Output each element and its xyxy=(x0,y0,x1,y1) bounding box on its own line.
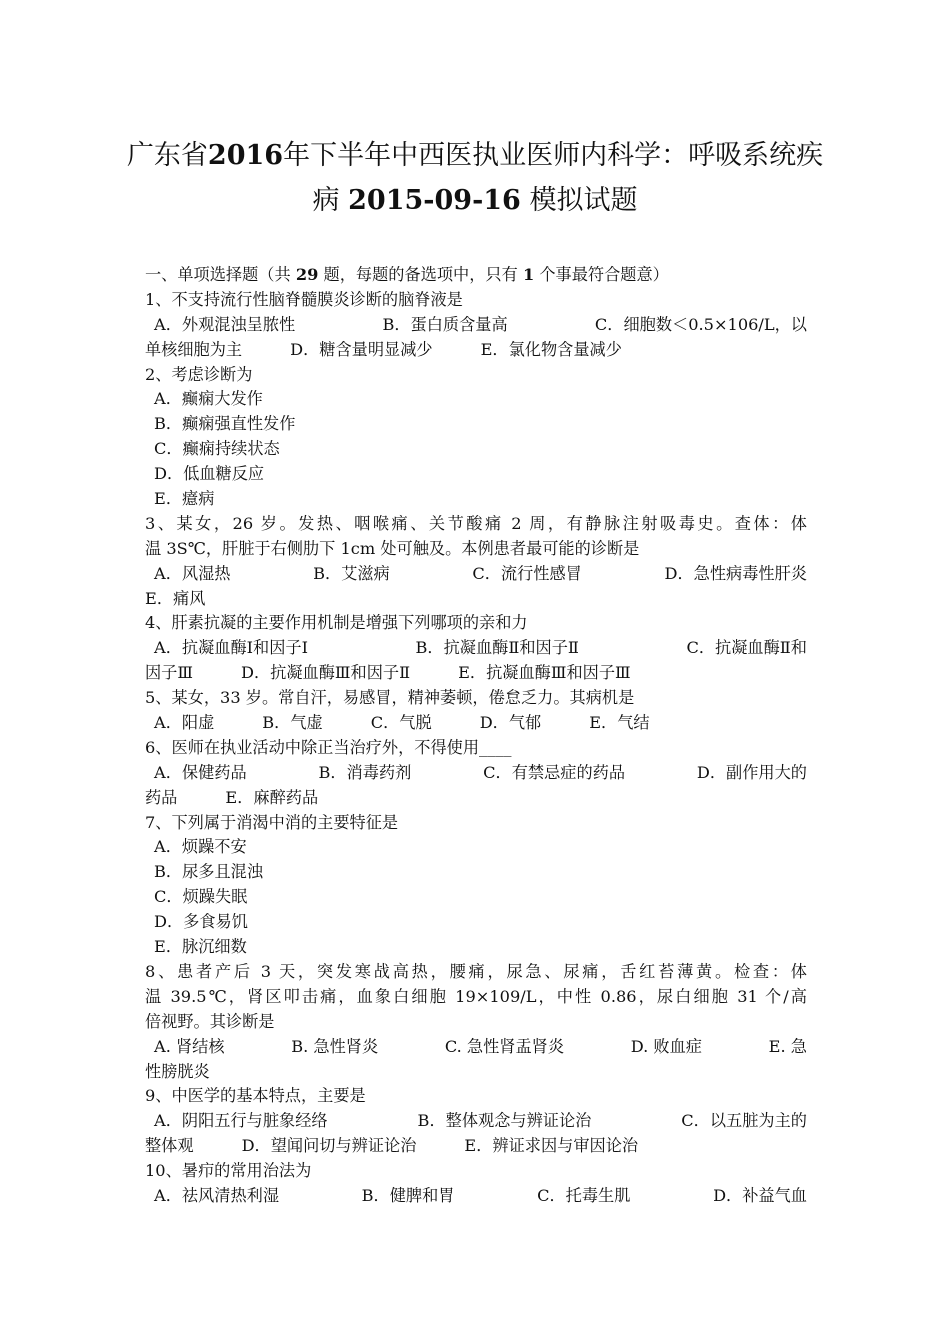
question-10-options xyxy=(145,1184,807,1209)
document-title-line-2 xyxy=(100,186,850,216)
question-8-options xyxy=(145,1035,807,1060)
option-d: D．糖含量明显减少 xyxy=(290,339,433,359)
option-a: A．祛风清热利湿 xyxy=(154,1185,280,1205)
option-b: B．尿多且混浊 xyxy=(154,862,264,882)
option-e: E．抗凝血酶Ⅲ和因子Ⅲ xyxy=(458,663,631,683)
option-e: E．痛风 xyxy=(145,588,206,608)
option-d: D. 败血症 xyxy=(630,1036,702,1056)
option-d: D．副作用大的 xyxy=(696,762,807,782)
question-4-options xyxy=(145,636,807,661)
option-d: D．急性病毒性肝炎 xyxy=(664,563,807,583)
question-8-stem-cont-2: 倍视野。其诊断是 xyxy=(145,1011,275,1031)
question-5-stem: 5、某女，33 岁。常自汗，易感冒，精神萎顿，倦怠乏力。其病机是 xyxy=(145,688,635,708)
question-1-options xyxy=(145,313,807,338)
option-c: C．气脱 xyxy=(370,713,432,733)
question-10-stem: 10、暑疖的常用治法为 xyxy=(145,1161,312,1181)
option-d: D．气郁 xyxy=(479,713,542,733)
question-6-stem: 6、医师在执业活动中除正当治疗外，不得使用____ xyxy=(145,737,512,757)
option-c: C．托毒生肌 xyxy=(537,1185,631,1205)
option-d-cont: 药品 xyxy=(145,787,178,807)
question-9-options-cont xyxy=(145,1134,807,1159)
option-c: C．癫痫持续状态 xyxy=(154,439,280,459)
option-a: A．抗凝血酶Ⅰ和因子Ⅰ xyxy=(154,638,308,658)
question-7-stem: 7、下列属于消渴中消的主要特征是 xyxy=(145,812,399,832)
option-e: E．辨证求因与审因论治 xyxy=(464,1136,639,1156)
option-a: A．烦躁不安 xyxy=(154,837,247,857)
option-a: A．阳虚 xyxy=(154,713,215,733)
title-date: 2015-09-16 xyxy=(348,185,521,216)
question-1-options-cont xyxy=(145,338,807,363)
option-b: B. 急性肾炎 xyxy=(291,1036,379,1056)
option-c: C．有禁忌症的药品 xyxy=(483,762,626,782)
document-title-line-1 xyxy=(100,141,850,171)
question-1-stem: 1、不支持流行性脑脊髓膜炎诊断的脑脊液是 xyxy=(145,289,463,309)
option-c: C．流行性感冒 xyxy=(472,563,582,583)
option-c-cont: 整体观 xyxy=(145,1136,194,1156)
question-4-stem: 4、肝素抗凝的主要作用机制是增强下列哪项的亲和力 xyxy=(145,613,528,633)
question-9-options xyxy=(145,1109,807,1134)
section-heading: 一、单项选择题（共 29 题，每题的备选项中，只有 1 个事最符合题意） xyxy=(145,265,669,284)
option-e: E. 急 xyxy=(768,1036,807,1056)
question-3-stem: 3、某女，26 岁。发热、咽喉痛、关节酸痛 2 周，有静脉注射吸毒史。查体：体 xyxy=(145,513,807,533)
option-b: B．艾滋病 xyxy=(313,563,390,583)
option-e-cont: 性膀胱炎 xyxy=(145,1061,210,1081)
question-9-stem: 9、中医学的基本特点，主要是 xyxy=(145,1086,366,1106)
option-d: D．低血糖反应 xyxy=(154,464,265,484)
title-text: 病 xyxy=(312,185,340,216)
question-6-options-cont xyxy=(145,786,807,811)
option-c-cont: 因子Ⅲ xyxy=(145,663,193,683)
option-c: C．细胞数＜0.5×106/L，以 xyxy=(594,314,807,334)
question-3-stem-cont: 温 3S℃，肝脏于右侧肋下 1cm 处可触及。本例患者最可能的诊断是 xyxy=(145,538,640,558)
option-b: B．抗凝血酶Ⅱ和因子Ⅱ xyxy=(415,638,579,658)
option-b: B．健脾和胃 xyxy=(361,1185,455,1205)
title-text: 广东省 xyxy=(126,140,208,171)
option-b: B．整体观念与辨证论治 xyxy=(417,1111,592,1131)
option-a: A．外观混浊呈脓性 xyxy=(154,314,296,334)
option-e: E．氯化物含量减少 xyxy=(480,339,622,359)
title-text: 年下半年中西医执业医师内科学：呼吸系统疾 xyxy=(283,140,824,171)
option-d: D．抗凝血酶Ⅲ和因子Ⅱ xyxy=(241,663,411,683)
option-b: B．气虚 xyxy=(262,713,323,733)
option-a: A. 肾结核 xyxy=(154,1036,225,1056)
option-e: E．癔病 xyxy=(154,489,215,509)
question-8-stem: 8、患者产后 3 天，突发寒战高热，腰痛，尿急、尿痛，舌红苔薄黄。检查：体 xyxy=(145,961,807,981)
option-d: D．补益气血 xyxy=(713,1185,807,1205)
option-a: A．阴阳五行与脏象经络 xyxy=(154,1111,328,1131)
option-b: B．消毒药剂 xyxy=(318,762,412,782)
option-a: A．癫痫大发作 xyxy=(154,389,263,409)
option-a: A．风湿热 xyxy=(154,563,231,583)
option-c: C．以五脏为主的 xyxy=(681,1111,807,1131)
option-c: C．抗凝血酶Ⅱ和 xyxy=(686,638,807,658)
question-list xyxy=(145,263,807,1209)
option-e: E．气结 xyxy=(589,713,650,733)
question-2-stem: 2、考虑诊断为 xyxy=(145,364,253,384)
title-year: 2016 xyxy=(207,140,284,171)
option-c: C．烦躁失眠 xyxy=(154,887,248,907)
option-d: D．多食易饥 xyxy=(154,912,248,932)
option-e: E．麻醉药品 xyxy=(225,787,319,807)
question-3-options xyxy=(145,562,807,587)
option-d: D．望闻问切与辨证论治 xyxy=(241,1136,417,1156)
question-5-options xyxy=(145,711,807,736)
question-4-options-cont xyxy=(145,661,807,686)
title-text: 模拟试题 xyxy=(529,185,638,216)
option-c-cont: 单核细胞为主 xyxy=(145,339,243,359)
option-b: B．癫痫强直性发作 xyxy=(154,414,296,434)
option-b: B．蛋白质含量高 xyxy=(382,314,508,334)
option-e: E．脉沉细数 xyxy=(154,937,247,957)
question-6-options xyxy=(145,761,807,786)
option-a: A．保健药品 xyxy=(154,762,247,782)
question-8-stem-cont: 温 39.5℃，肾区叩击痛，血象白细胞 19×109/L，中性 0.86，尿白细胞 31 个/高 xyxy=(145,986,807,1006)
option-c: C. 急性肾盂肾炎 xyxy=(444,1036,565,1056)
